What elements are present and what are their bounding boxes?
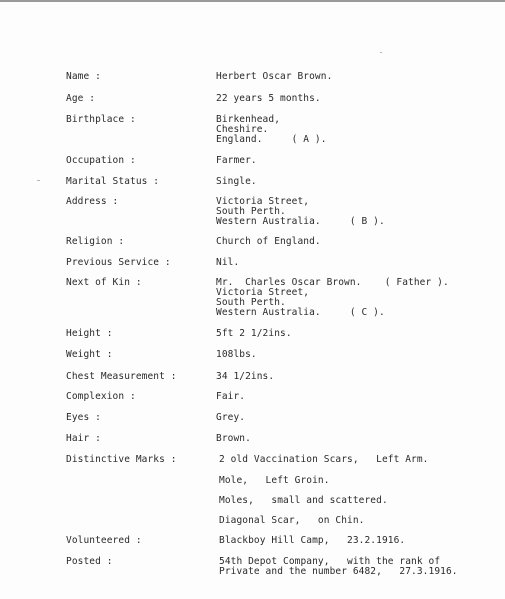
birthplace-line: Birkenhead, — [216, 114, 281, 125]
previous-service-value: Nil. — [216, 257, 240, 268]
marital-status-value: Single. — [216, 176, 257, 187]
distinctive-mark-line: Mole, Left Groin. — [219, 475, 330, 486]
volunteered-value: Blackboy Hill Camp, 23.2.1916. — [219, 535, 406, 546]
next-of-kin-line: Western Australia. ( C ). — [216, 307, 385, 318]
posted-line: 54th Depot Company, with the rank of — [219, 556, 441, 567]
volunteered-label: Volunteered : — [66, 535, 142, 546]
occupation-value: Farmer. — [216, 155, 257, 166]
posted-line: Private and the number 6482, 27.3.1916. — [219, 566, 458, 577]
page-top-edge — [0, 0, 505, 2]
religion-label: Religion : — [66, 236, 125, 247]
previous-service-label: Previous Service : — [66, 257, 171, 268]
next-of-kin-line: South Perth. — [216, 297, 286, 308]
scan-speck — [380, 52, 382, 53]
height-value: 5ft 2 1/2ins. — [216, 328, 292, 339]
birthplace-label: Birthplace : — [66, 114, 136, 125]
weight-label: Weight : — [66, 349, 113, 360]
next-of-kin-label: Next of Kin : — [66, 277, 142, 288]
posted-label: Posted : — [66, 556, 113, 567]
chest-measurement-label: Chest Measurement : — [66, 371, 177, 382]
eyes-value: Grey. — [216, 412, 246, 423]
birthplace-line: Cheshire. — [216, 124, 269, 135]
chest-measurement-value: 34 1/2ins. — [216, 371, 275, 382]
religion-value: Church of England. — [216, 236, 321, 247]
address-line: Victoria Street, — [216, 196, 310, 207]
complexion-label: Complexion : — [66, 391, 136, 402]
marital-status-label: Marital Status : — [66, 176, 160, 187]
address-line: South Perth. — [216, 206, 286, 217]
name-value: Herbert Oscar Brown. — [216, 71, 333, 82]
complexion-value: Fair. — [216, 391, 246, 402]
hair-label: Hair : — [66, 433, 101, 444]
next-of-kin-line: Victoria Street, — [216, 287, 310, 298]
weight-value: 108lbs. — [216, 349, 257, 360]
distinctive-mark-line: 2 old Vaccination Scars, Left Arm. — [219, 454, 429, 465]
birthplace-line: England. ( A ). — [216, 134, 327, 145]
address-line: Western Australia. ( B ). — [216, 216, 385, 227]
address-label: Address : — [66, 196, 119, 207]
name-label: Name : — [66, 71, 101, 82]
hair-value: Brown. — [216, 433, 251, 444]
scan-speck — [37, 180, 40, 181]
eyes-label: Eyes : — [66, 412, 101, 423]
next-of-kin-line: Mr. Charles Oscar Brown. ( Father ). — [216, 277, 449, 288]
age-label: Age : — [66, 93, 96, 104]
distinctive-mark-line: Moles, small and scattered. — [219, 495, 388, 506]
distinctive-mark-line: Diagonal Scar, on Chin. — [219, 515, 365, 526]
occupation-label: Occupation : — [66, 155, 136, 166]
age-value: 22 years 5 months. — [216, 93, 321, 104]
distinctive-marks-label: Distinctive Marks : — [66, 454, 177, 465]
height-label: Height : — [66, 328, 113, 339]
